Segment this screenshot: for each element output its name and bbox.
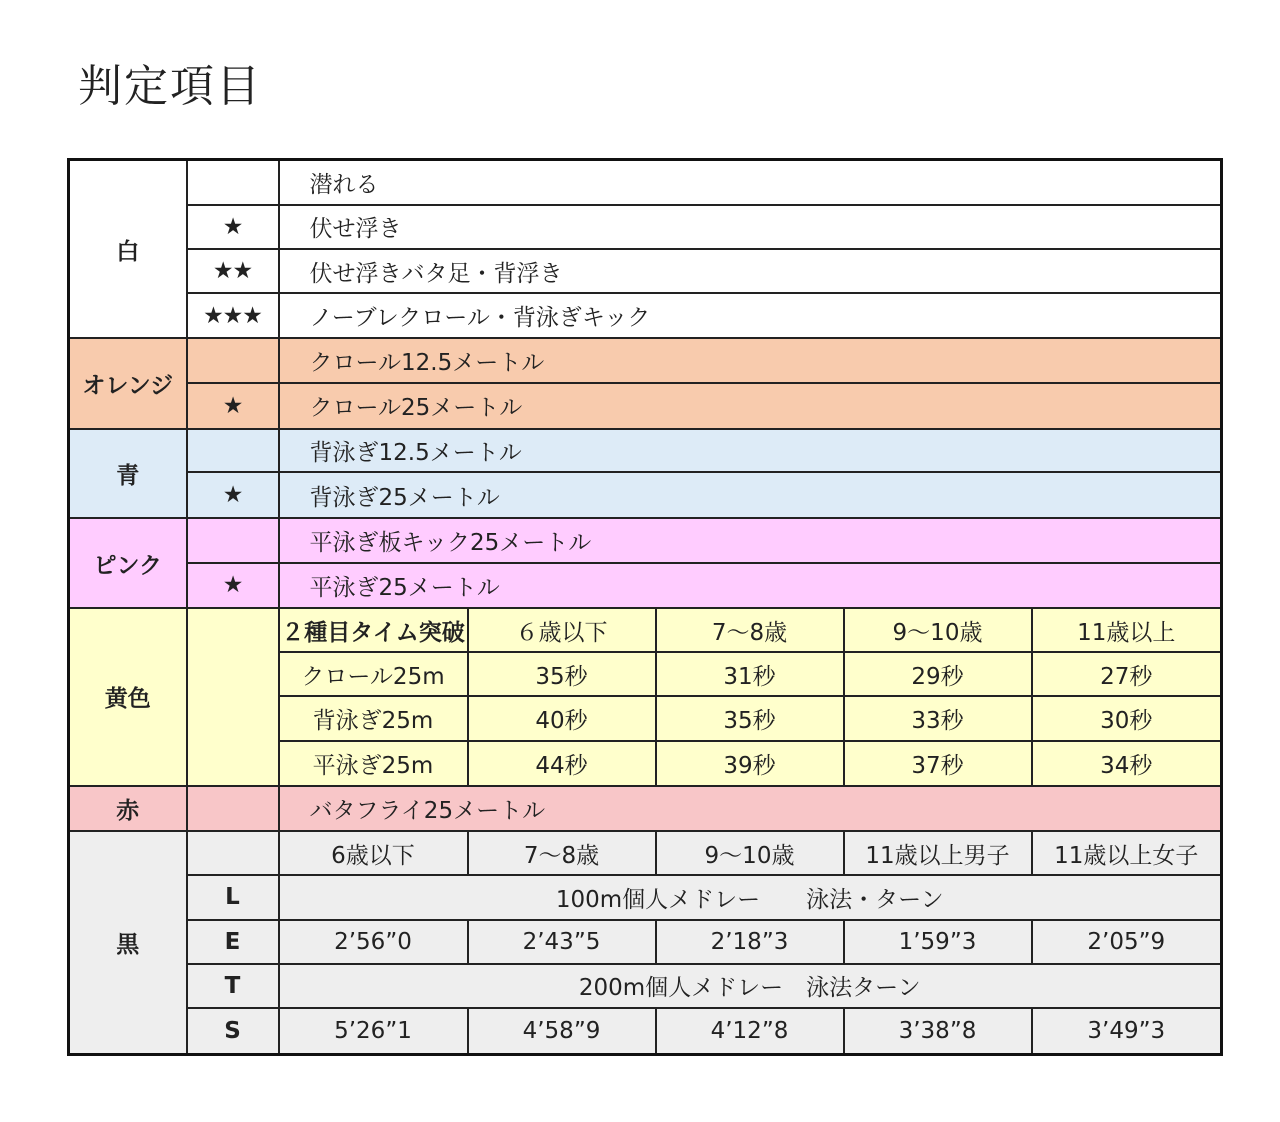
stars bbox=[187, 160, 279, 205]
time-cell: 35秒 bbox=[656, 696, 844, 740]
test-item: クロール25メートル bbox=[279, 383, 1222, 429]
time-cell: 4’58”9 bbox=[468, 1008, 656, 1054]
event-description: 100m個人メドレー 泳法・ターン bbox=[279, 875, 1222, 919]
time-cell: 37秒 bbox=[844, 741, 1032, 786]
level-orange: オレンジ bbox=[69, 338, 187, 428]
yellow-header-row bbox=[69, 608, 1222, 652]
red-row bbox=[69, 786, 1222, 831]
time-cell: 27秒 bbox=[1032, 652, 1222, 696]
black-header-row bbox=[69, 831, 1222, 875]
stars: ★★★ bbox=[187, 293, 279, 338]
stars: ★ bbox=[187, 383, 279, 429]
black-header-cell: 11歳以上女子 bbox=[1032, 831, 1222, 875]
test-item: 背泳ぎ12.5メートル bbox=[279, 429, 1222, 472]
blue-row bbox=[69, 429, 1222, 472]
time-cell: 34秒 bbox=[1032, 741, 1222, 786]
time-cell: 44秒 bbox=[468, 741, 656, 786]
page-title: 判定項目 bbox=[78, 61, 262, 112]
time-cell: 2’18”3 bbox=[656, 920, 844, 964]
time-cell: 31秒 bbox=[656, 652, 844, 696]
lets-letter: S bbox=[187, 1008, 279, 1054]
criteria-table bbox=[67, 158, 1223, 1056]
time-cell: 40秒 bbox=[468, 696, 656, 740]
black-event-row bbox=[69, 964, 1222, 1008]
stars: ★ bbox=[187, 472, 279, 518]
yellow-header-cell: ２種目タイム突破 bbox=[279, 608, 468, 652]
black-header-cell: 7～8歳 bbox=[468, 831, 656, 875]
stars: ★★ bbox=[187, 249, 279, 293]
empty-cell bbox=[187, 608, 279, 786]
time-cell: 3’49”3 bbox=[1032, 1008, 1222, 1054]
white-row bbox=[69, 249, 1222, 293]
empty-cell bbox=[187, 786, 279, 831]
white-row bbox=[69, 293, 1222, 338]
stars bbox=[187, 429, 279, 472]
empty-cell bbox=[187, 831, 279, 875]
time-cell: 5’26”1 bbox=[279, 1008, 468, 1054]
white-row bbox=[69, 160, 1222, 205]
time-cell: 2’43”5 bbox=[468, 920, 656, 964]
black-time-row bbox=[69, 920, 1222, 964]
time-cell: 30秒 bbox=[1032, 696, 1222, 740]
black-header-cell: 9～10歳 bbox=[656, 831, 844, 875]
test-item: 伏せ浮きバタ足・背浮き bbox=[279, 249, 1222, 293]
level-yellow: 黄色 bbox=[69, 608, 187, 786]
yellow-header-cell: 7～8歳 bbox=[656, 608, 844, 652]
level-black: 黒 bbox=[69, 831, 187, 1054]
stars: ★ bbox=[187, 563, 279, 608]
time-cell: 2’56”0 bbox=[279, 920, 468, 964]
time-cell: 33秒 bbox=[844, 696, 1032, 740]
time-cell: 1’59”3 bbox=[844, 920, 1032, 964]
yellow-header-cell: 9～10歳 bbox=[844, 608, 1032, 652]
stroke-cell: 背泳ぎ25m bbox=[279, 696, 468, 740]
lets-letter: L bbox=[187, 875, 279, 919]
black-time-row bbox=[69, 1008, 1222, 1054]
event-description: 200m個人メドレー 泳法ターン bbox=[279, 964, 1222, 1008]
blue-row bbox=[69, 472, 1222, 518]
stars bbox=[187, 338, 279, 382]
test-item: バタフライ25メートル bbox=[279, 786, 1222, 831]
yellow-header-cell: 11歳以上 bbox=[1032, 608, 1222, 652]
lets-letter: T bbox=[187, 964, 279, 1008]
time-cell: 4’12”8 bbox=[656, 1008, 844, 1054]
test-item: 背泳ぎ25メートル bbox=[279, 472, 1222, 518]
test-item: ノーブレクロール・背泳ぎキック bbox=[279, 293, 1222, 338]
test-item: 伏せ浮き bbox=[279, 205, 1222, 249]
test-item: クロール12.5メートル bbox=[279, 338, 1222, 382]
pink-row bbox=[69, 563, 1222, 608]
test-item: 平泳ぎ板キック25メートル bbox=[279, 518, 1222, 562]
orange-row bbox=[69, 383, 1222, 429]
black-header-cell: 6歳以下 bbox=[279, 831, 468, 875]
stars bbox=[187, 518, 279, 562]
time-cell: 3’38”8 bbox=[844, 1008, 1032, 1054]
level-blue: 青 bbox=[69, 429, 187, 518]
orange-row bbox=[69, 338, 1222, 382]
black-header-cell: 11歳以上男子 bbox=[844, 831, 1032, 875]
yellow-header-cell: ６歳以下 bbox=[468, 608, 656, 652]
test-item: 潜れる bbox=[279, 160, 1222, 205]
stroke-cell: クロール25m bbox=[279, 652, 468, 696]
time-cell: 29秒 bbox=[844, 652, 1032, 696]
white-row bbox=[69, 205, 1222, 249]
level-white: 白 bbox=[69, 160, 187, 339]
black-event-row bbox=[69, 875, 1222, 919]
time-cell: 35秒 bbox=[468, 652, 656, 696]
lets-letter: E bbox=[187, 920, 279, 964]
stroke-cell: 平泳ぎ25m bbox=[279, 741, 468, 786]
stars: ★ bbox=[187, 205, 279, 249]
level-pink: ピンク bbox=[69, 518, 187, 607]
test-item: 平泳ぎ25メートル bbox=[279, 563, 1222, 608]
time-cell: 39秒 bbox=[656, 741, 844, 786]
level-red: 赤 bbox=[69, 786, 187, 831]
time-cell: 2’05”9 bbox=[1032, 920, 1222, 964]
pink-row bbox=[69, 518, 1222, 562]
